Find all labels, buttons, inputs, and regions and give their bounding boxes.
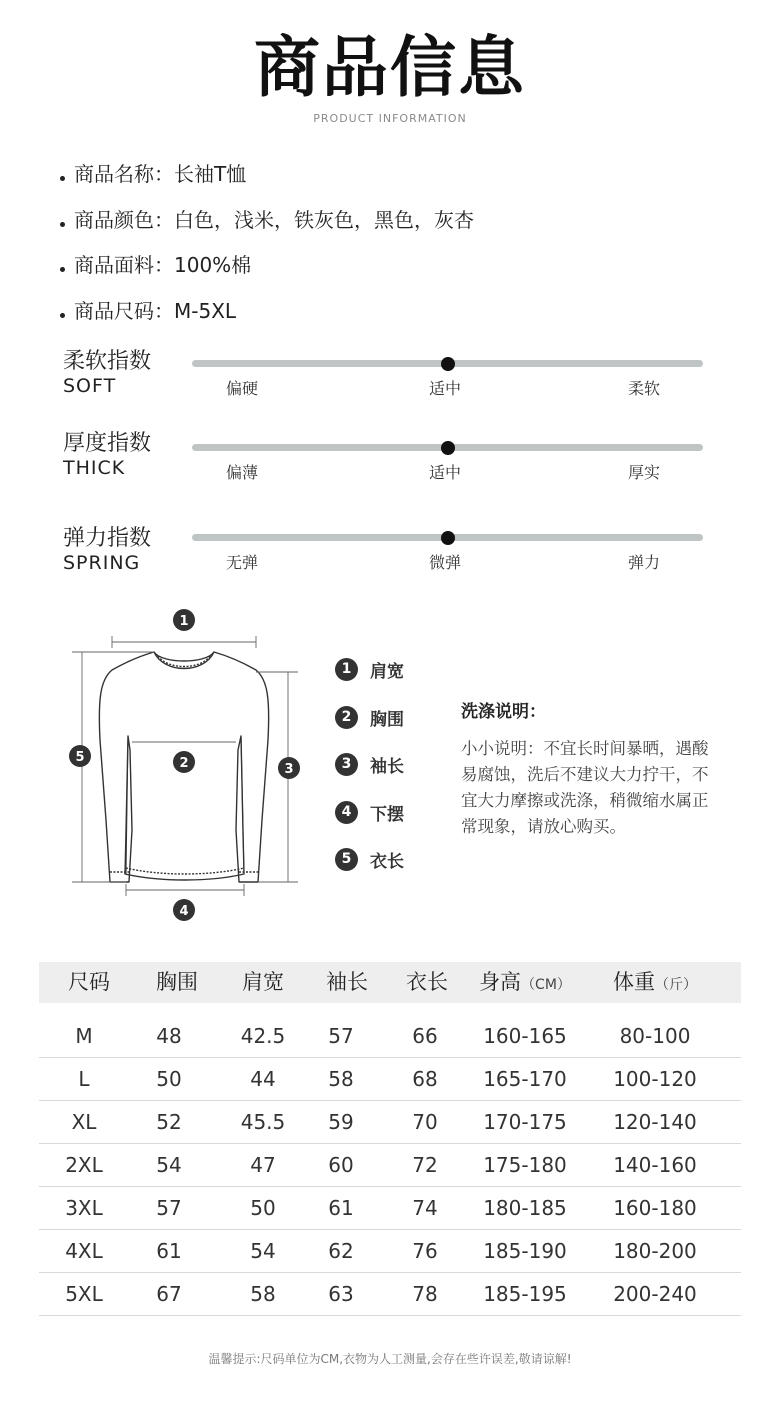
index-indicator xyxy=(441,531,455,545)
legend-length xyxy=(335,847,404,871)
tick-label: 柔软 xyxy=(628,379,661,398)
legend-label: 袖长 xyxy=(370,756,404,777)
table-cell: 180-200 xyxy=(613,1239,697,1263)
table-cell: 57 xyxy=(156,1196,182,1220)
table-cell: 70 xyxy=(412,1110,438,1134)
table-cell: 140-160 xyxy=(613,1153,697,1177)
table-cell: 76 xyxy=(412,1239,438,1263)
info-row-size xyxy=(60,298,236,324)
table-cell: 4XL xyxy=(65,1239,103,1263)
table-cell: 42.5 xyxy=(240,1024,286,1048)
table-cell: 74 xyxy=(412,1196,438,1220)
table-cell: 165-170 xyxy=(483,1067,567,1091)
table-cell: 44 xyxy=(250,1067,276,1091)
tick-label: 适中 xyxy=(429,463,462,482)
index-title-cn: 厚度指数 xyxy=(63,431,152,456)
table-cell: 180-185 xyxy=(483,1196,567,1220)
svg-text:3: 3 xyxy=(284,762,294,777)
table-cell: 50 xyxy=(156,1067,182,1091)
legend-label: 衣长 xyxy=(370,851,404,872)
column-header: 体重（斤） xyxy=(613,970,697,994)
table-row xyxy=(39,1144,741,1187)
index-title-en: SOFT xyxy=(63,375,117,397)
table-cell: 59 xyxy=(328,1110,354,1134)
column-header: 肩宽 xyxy=(242,970,284,994)
table-cell: 52 xyxy=(156,1110,182,1134)
table-row xyxy=(39,1015,741,1058)
marker-2 xyxy=(173,751,195,773)
footnote: 温馨提示:尺码单位为CM,衣物为人工测量,会存在些许误差,敬请谅解! xyxy=(208,1352,572,1366)
tick-label: 弹力 xyxy=(628,553,661,572)
table-cell: 57 xyxy=(328,1024,354,1048)
bullet-icon xyxy=(60,176,65,181)
table-cell: 58 xyxy=(328,1067,354,1091)
svg-text:4: 4 xyxy=(179,904,189,919)
table-cell: 67 xyxy=(156,1282,182,1306)
info-row-fabric xyxy=(60,252,251,278)
marker-4 xyxy=(173,899,195,921)
tick-label: 偏硬 xyxy=(226,379,259,398)
table-cell: 170-175 xyxy=(483,1110,567,1134)
number-badge-icon: 3 xyxy=(335,753,358,776)
table-row xyxy=(39,1101,741,1144)
info-value: 长袖T恤 xyxy=(174,162,247,186)
page-title: 商品信息 xyxy=(254,29,526,106)
tick-label: 微弹 xyxy=(429,553,462,572)
table-cell: 120-140 xyxy=(613,1110,697,1134)
table-cell: 80-100 xyxy=(619,1024,691,1048)
wash-text: 小小说明：不宜长时间暴晒，遇酸易腐蚀，洗后不建议大力拧干，不宜大力摩擦或洗涤，稍微缩水属正常现象，请放心购买。 xyxy=(461,739,709,836)
table-cell: 54 xyxy=(156,1153,182,1177)
table-cell: 45.5 xyxy=(240,1110,286,1134)
table-cell: 68 xyxy=(412,1067,438,1091)
table-cell: 58 xyxy=(250,1282,276,1306)
tick-label: 偏薄 xyxy=(226,463,259,482)
table-cell: 5XL xyxy=(65,1282,103,1306)
marker-3 xyxy=(278,757,300,779)
info-value: 100%棉 xyxy=(174,253,252,277)
tick-label: 适中 xyxy=(429,379,462,398)
column-header: 身高（CM） xyxy=(479,970,571,994)
table-cell: 100-120 xyxy=(613,1067,697,1091)
legend-label: 下摆 xyxy=(370,804,404,825)
index-title-cn: 柔软指数 xyxy=(63,349,152,374)
info-row-name xyxy=(60,161,246,187)
table-cell: 48 xyxy=(156,1024,182,1048)
table-cell: 72 xyxy=(412,1153,438,1177)
wash-title: 洗涤说明： xyxy=(461,702,546,722)
info-label: 商品名称： xyxy=(74,162,174,186)
index-indicator xyxy=(441,357,455,371)
table-cell: L xyxy=(78,1067,90,1091)
marker-5 xyxy=(69,745,91,767)
column-header: 袖长 xyxy=(326,970,368,994)
table-cell: 200-240 xyxy=(613,1282,697,1306)
info-label: 商品颜色： xyxy=(74,208,174,232)
number-badge-icon: 2 xyxy=(335,706,358,729)
table-cell: 61 xyxy=(328,1196,354,1220)
bullet-icon xyxy=(60,222,65,227)
table-cell: 50 xyxy=(250,1196,276,1220)
index-indicator xyxy=(441,441,455,455)
info-value: M-5XL xyxy=(174,299,237,323)
table-cell: 78 xyxy=(412,1282,438,1306)
table-cell: 62 xyxy=(328,1239,354,1263)
table-cell: 47 xyxy=(250,1153,276,1177)
legend-chest xyxy=(335,705,404,729)
index-title-en: SPRING xyxy=(63,552,141,574)
legend-label: 胸围 xyxy=(370,709,404,730)
size-table xyxy=(39,962,741,1306)
table-cell: 2XL xyxy=(65,1153,103,1177)
number-badge-icon: 1 xyxy=(335,658,358,681)
table-cell: 160-165 xyxy=(483,1024,567,1048)
column-header: 尺码 xyxy=(68,970,110,994)
legend-sleeve xyxy=(335,752,404,776)
svg-text:1: 1 xyxy=(179,614,189,629)
column-header: 胸围 xyxy=(156,970,198,994)
table-cell: 60 xyxy=(328,1153,354,1177)
table-cell: M xyxy=(75,1024,93,1048)
svg-text:2: 2 xyxy=(179,756,189,771)
number-badge-icon: 4 xyxy=(335,801,358,824)
table-row xyxy=(39,1273,741,1316)
svg-text:5: 5 xyxy=(75,750,85,765)
legend-hem xyxy=(335,800,404,824)
marker-1 xyxy=(173,609,195,631)
bullet-icon xyxy=(60,267,65,272)
table-row xyxy=(39,1230,741,1273)
table-cell: 175-180 xyxy=(483,1153,567,1177)
tick-label: 无弹 xyxy=(226,553,259,572)
table-cell: 54 xyxy=(250,1239,276,1263)
info-label: 商品尺码： xyxy=(74,299,174,323)
table-row xyxy=(39,1187,741,1230)
number-badge-icon: 5 xyxy=(335,848,358,871)
page-subtitle: PRODUCT INFORMATION xyxy=(313,112,467,125)
table-cell: 61 xyxy=(156,1239,182,1263)
table-cell: 66 xyxy=(412,1024,438,1048)
bullet-icon xyxy=(60,313,65,318)
column-header: 衣长 xyxy=(406,970,448,994)
index-title-cn: 弹力指数 xyxy=(63,526,152,551)
tick-label: 厚实 xyxy=(628,463,661,482)
table-header xyxy=(39,962,741,1003)
table-cell: 185-195 xyxy=(483,1282,567,1306)
table-cell: 63 xyxy=(328,1282,354,1306)
info-value: 白色，浅米，铁灰色，黑色，灰杏 xyxy=(174,208,474,232)
shirt-measurement-diagram xyxy=(60,600,320,930)
info-label: 商品面料： xyxy=(74,253,174,277)
legend-label: 肩宽 xyxy=(370,661,404,682)
table-cell: 160-180 xyxy=(613,1196,697,1220)
index-title-en: THICK xyxy=(63,457,126,479)
legend-shoulder xyxy=(335,657,404,681)
info-row-color xyxy=(60,207,474,233)
table-cell: 185-190 xyxy=(483,1239,567,1263)
table-cell: XL xyxy=(71,1110,97,1134)
table-row xyxy=(39,1058,741,1101)
table-cell: 3XL xyxy=(65,1196,103,1220)
